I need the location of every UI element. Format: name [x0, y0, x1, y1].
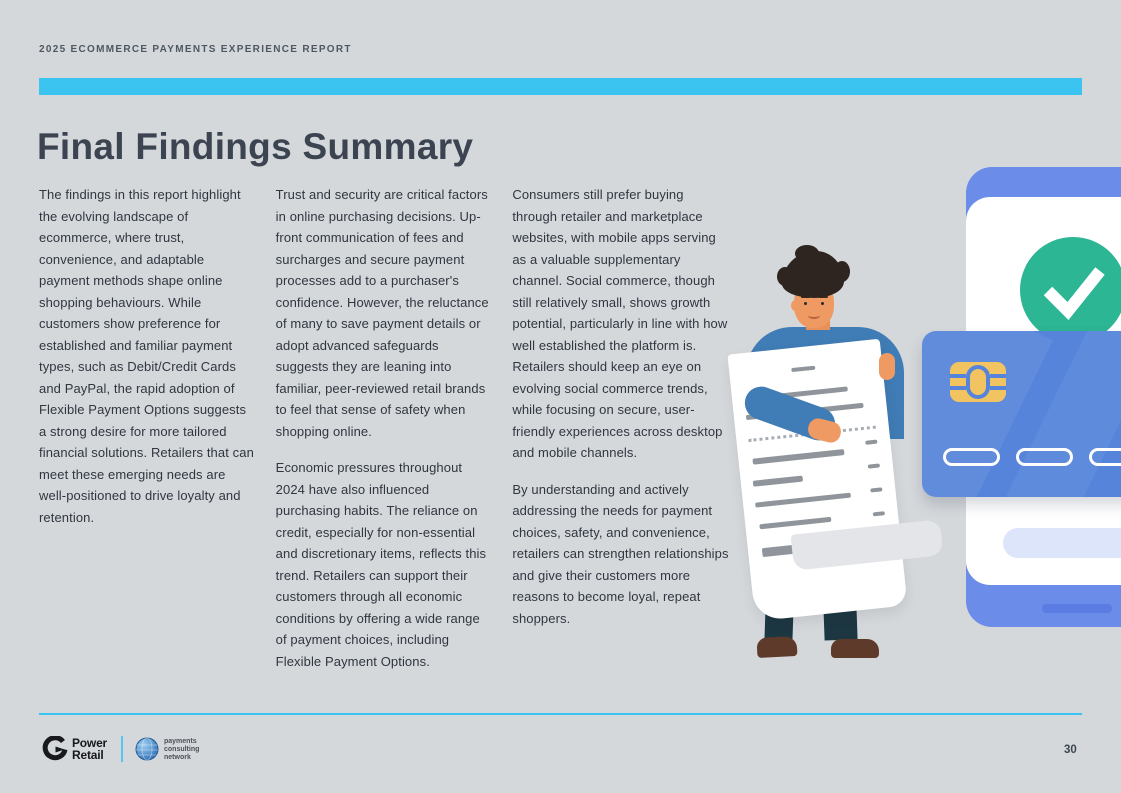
- top-accent-bar: [39, 78, 1082, 95]
- success-badge: [1020, 237, 1121, 343]
- paragraph: Economic pressures throughout 2024 have also influenced purchasing habits. The reliance on credit, especially for non-essential and discretionary items, reflects this trend. Retailers can support their customers through all economic conditions by offering a wide range of payment choices, including Flexible Payment Options.: [275, 460, 487, 669]
- findings-columns: [39, 184, 729, 687]
- pcn-line1: payments: [164, 738, 197, 745]
- paragraph: Trust and security are critical factors in online purchasing decisions. Up-front communication of fees and surcharges and secure payment processes add to a purchaser's confidence. However, the reluctance of many to save payment details or adopt advanced safeguards suggests they are leaning into familiar, peer-reviewed retail brands to feel that sense of safety when shopping online.: [275, 187, 489, 439]
- person-hair: [795, 245, 819, 262]
- person-hand: [879, 353, 895, 380]
- paragraph: The findings in this report highlight the evolving landscape of ecommerce, where trust, convenience, and adaptable payment methods shape online shopping behaviours. While customers show preference for established and familiar payment types, such as Debit/Credit Cards and PayPal, the rapid adoption of Flexible Payment Options suggests a strong desire for more tailored financial solutions. Retailers that can meet these emerging needs are well-positioned to drive loyalty and retention.: [39, 187, 254, 525]
- footer-logo-divider: [121, 736, 123, 762]
- credit-card: [922, 331, 1121, 497]
- person-shoe: [831, 639, 879, 658]
- screen-home-bar: [1042, 604, 1112, 613]
- person-hair: [831, 272, 842, 290]
- success-check-icon: [1020, 237, 1121, 343]
- footer-divider: [39, 713, 1082, 715]
- power-retail-logo-icon: [42, 736, 68, 762]
- payments-consulting-network-wordmark: [164, 738, 199, 761]
- pcn-line2: consulting: [164, 745, 200, 753]
- card-number-slot: [1016, 448, 1073, 466]
- page-title: Final Findings Summary: [37, 126, 474, 167]
- receipt-illustration: [727, 339, 907, 622]
- card-chip-icon: [950, 362, 1006, 402]
- globe-icon: [135, 737, 159, 761]
- power-retail-line1: Power: [72, 736, 108, 750]
- person-shoe: [757, 636, 798, 658]
- paragraph: Consumers still prefer buying through retailer and marketplace websites, with mobile apps serving as a valuable supplementary channel. Social commerce, though still relatively small, shows growth potential, particularly in line with how well established the platform is. Retailers should keep an eye on evolving social commerce trends, while focusing on secure, user-friendly experiences across desktop and mobile channels.: [512, 187, 728, 460]
- card-number-slot: [1089, 448, 1121, 466]
- screen-input-bar: [1003, 528, 1121, 558]
- power-retail-line2: Retail: [72, 748, 104, 762]
- power-retail-wordmark: [72, 737, 107, 761]
- report-header-title: 2025 ECOMMERCE PAYMENTS EXPERIENCE REPORT: [39, 44, 352, 55]
- pcn-line3: network: [164, 753, 191, 761]
- card-number-slot: [943, 448, 1000, 466]
- page-number: 30: [1064, 744, 1077, 756]
- text-column-1: [39, 184, 256, 687]
- text-column-2: [276, 184, 493, 687]
- paragraph: By understanding and actively addressing the needs for payment choices, safety, and convenience, retailers can strengthen relationships and give their customers more reasons to become loyal, repeat shoppers.: [512, 481, 729, 626]
- text-column-3: [512, 184, 729, 687]
- person-hair: [777, 267, 793, 286]
